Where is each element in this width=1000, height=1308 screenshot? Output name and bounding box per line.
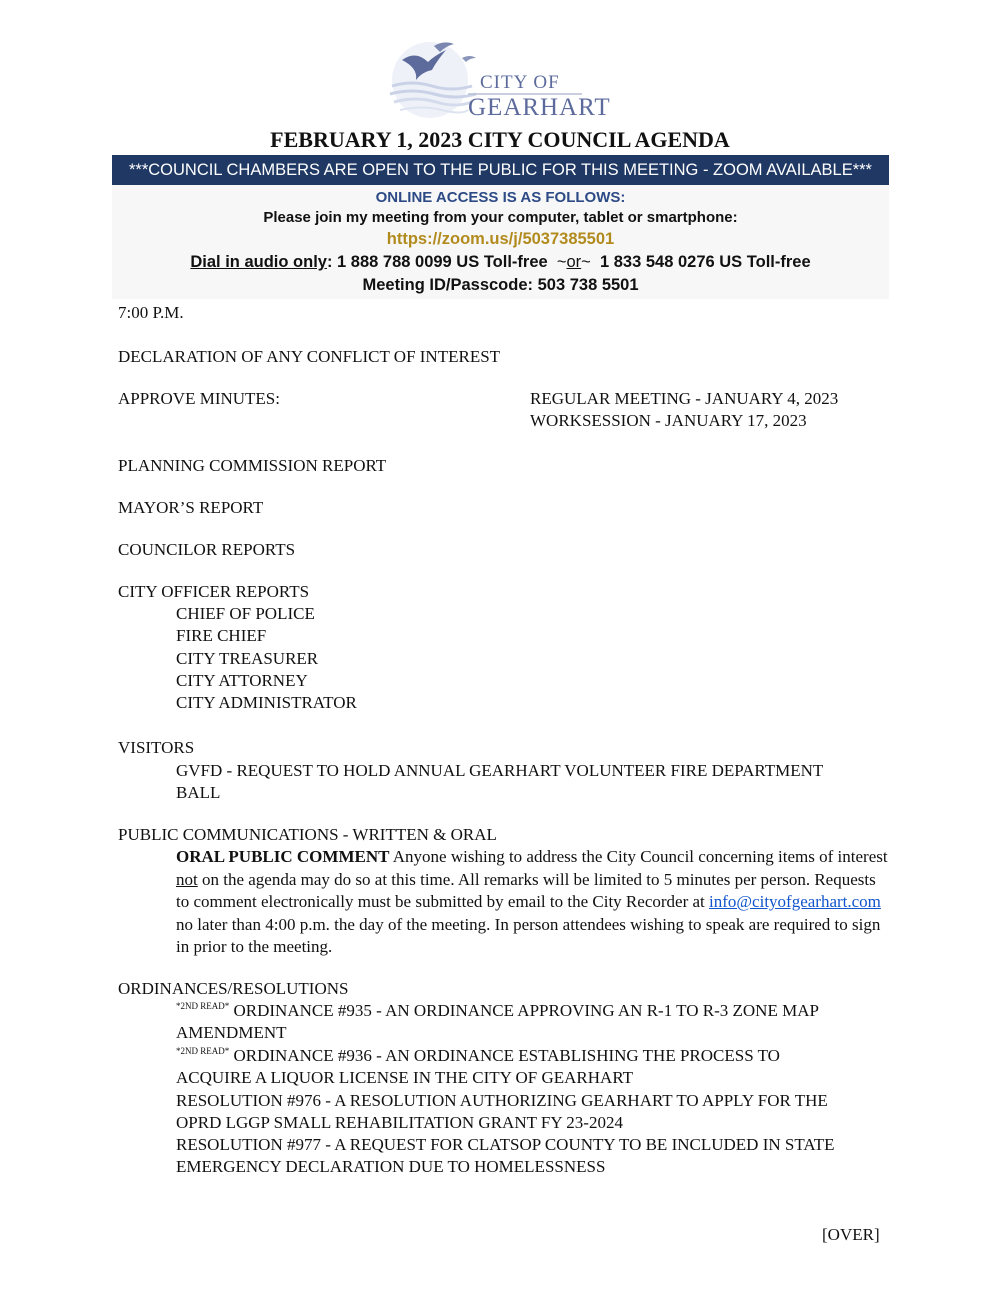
- oral-public-comment-heading: ORAL PUBLIC COMMENT: [176, 847, 390, 866]
- resolution-976-line2: OPRD LGGP SMALL REHABILITATION GRANT FY 23-2024: [176, 1113, 623, 1132]
- ordinance-936-text: ORDINANCE #936 - AN ORDINANCE ESTABLISHING THE PROCESS TO: [229, 1046, 780, 1065]
- meeting-id-passcode: Meeting ID/Passcode: 503 738 5501: [362, 276, 639, 294]
- comment-text-2: on the agenda may do so at this time. All remarks will be limited to 5 minutes per person. Requests to comment electronically must be submitted by email to the City Recorder at: [176, 869, 876, 911]
- second-read-tag: *2ND READ*: [176, 1046, 230, 1056]
- over-marker: [OVER]: [822, 1225, 880, 1244]
- logo-gearhart-text: GEARHART: [468, 94, 611, 121]
- dial-number-2: 1 833 548 0276 US Toll-free: [599, 253, 811, 271]
- oral-public-comment-paragraph: [176, 846, 888, 959]
- online-access-heading: ONLINE ACCESS IS AS FOLLOWS:: [375, 189, 626, 206]
- officer-fire-chief: FIRE CHIEF: [176, 626, 267, 645]
- comment-text-1: Anyone wishing to address the City Council concerning items of interest: [389, 847, 888, 866]
- minutes-item-worksession: WORKSESSION - JANUARY 17, 2023: [530, 411, 807, 430]
- officer-city-attorney: CITY ATTORNEY: [176, 671, 308, 690]
- city-officer-reports-label: CITY OFFICER REPORTS: [118, 582, 310, 601]
- councilor-reports: COUNCILOR REPORTS: [118, 540, 296, 559]
- ordinance-935-line2: AMENDMENT: [176, 1023, 287, 1042]
- ordinance-936-line1: [176, 1045, 780, 1067]
- dial-number-1: : 1 888 788 0099 US Toll-free: [326, 253, 548, 271]
- second-read-tag: *2ND READ*: [176, 1001, 230, 1011]
- dial-or-text: or: [566, 253, 582, 271]
- city-recorder-email-link[interactable]: info@cityofgearhart.com: [709, 892, 881, 911]
- approve-minutes-label: APPROVE MINUTES:: [118, 389, 280, 408]
- ordinances-resolutions-label: ORDINANCES/RESOLUTIONS: [118, 979, 349, 998]
- dial-in-line: [112, 251, 889, 273]
- officer-city-administrator: CITY ADMINISTRATOR: [176, 693, 357, 712]
- page-title: FEBRUARY 1, 2023 CITY COUNCIL AGENDA: [270, 127, 730, 152]
- resolution-977-line2: EMERGENCY DECLARATION DUE TO HOMELESSNESS: [176, 1157, 606, 1176]
- mayors-report: MAYOR’S REPORT: [118, 498, 264, 517]
- officer-city-treasurer: CITY TREASURER: [176, 649, 319, 668]
- resolution-976-line1: RESOLUTION #976 - A RESOLUTION AUTHORIZING GEARHART TO APPLY FOR THE: [176, 1091, 828, 1110]
- officer-chief-of-police: CHIEF OF POLICE: [176, 604, 315, 623]
- dial-or-tilde-left: ~: [556, 253, 567, 271]
- public-communications-label: PUBLIC COMMUNICATIONS - WRITTEN & ORAL: [118, 825, 497, 844]
- dial-in-label: Dial in audio only: [190, 253, 327, 271]
- join-meeting-text: Please join my meeting from your computer, tablet or smartphone:: [263, 209, 738, 226]
- ordinance-935-line1: [176, 1000, 819, 1022]
- dial-or-tilde-right: ~: [581, 253, 591, 271]
- visitors-item-line2: BALL: [176, 783, 221, 802]
- ordinance-936-line2: ACQUIRE A LIQUOR LICENSE IN THE CITY OF GEARHART: [176, 1068, 634, 1087]
- city-logo: [372, 28, 611, 128]
- chambers-open-banner: ***COUNCIL CHAMBERS ARE OPEN TO THE PUBLIC FOR THIS MEETING - ZOOM AVAILABLE***: [112, 155, 889, 185]
- online-access-box: [112, 185, 889, 299]
- logo-city-of-text: CITY OF: [480, 72, 560, 93]
- minutes-item-regular: REGULAR MEETING - JANUARY 4, 2023: [530, 389, 839, 408]
- zoom-link[interactable]: https://zoom.us/j/5037385501: [386, 230, 615, 248]
- comment-underlined-not: not: [176, 869, 198, 889]
- comment-text-3: no later than 4:00 p.m. the day of the meeting. In person attendees wishing to speak are required to sign in prior to the meeting.: [176, 914, 881, 956]
- resolution-977-line1: RESOLUTION #977 - A REQUEST FOR CLATSOP COUNTY TO BE INCLUDED IN STATE: [176, 1135, 835, 1154]
- visitors-item-line1: GVFD - REQUEST TO HOLD ANNUAL GEARHART VOLUNTEER FIRE DEPARTMENT: [176, 761, 824, 780]
- conflict-of-interest-item: DECLARATION OF ANY CONFLICT OF INTEREST: [118, 347, 501, 366]
- ordinance-935-text: ORDINANCE #935 - AN ORDINANCE APPROVING AN R-1 TO R-3 ZONE MAP: [229, 1001, 819, 1020]
- planning-commission-report: PLANNING COMMISSION REPORT: [118, 456, 387, 475]
- visitors-label: VISITORS: [118, 738, 195, 757]
- meeting-time: 7:00 P.M.: [118, 303, 184, 322]
